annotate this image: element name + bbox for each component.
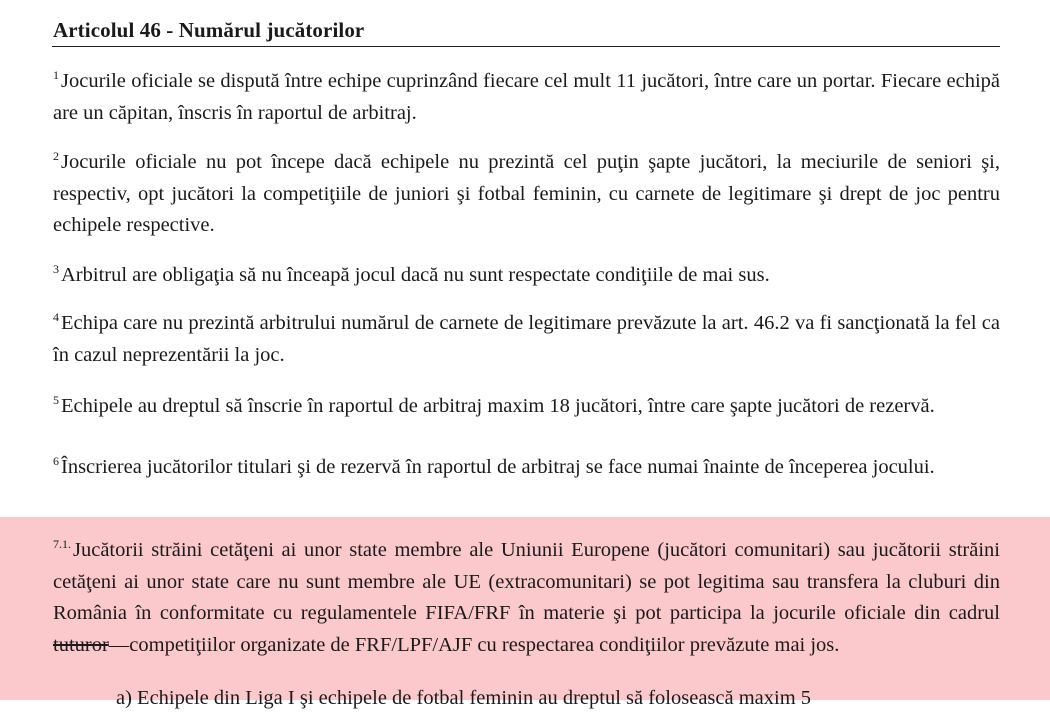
paragraph-7-1: $^{7.1.}$Jucătorii străini cetăţeni ai unor state membre ale Uniunii Europene (jucători comunitari) sau jucătorii străini cetăţeni ai unor state care nu sunt membre ale UE (extracomunitari) se pot legitima sau transfera la cluburi din România în conformitate cu regulamentele FIFA/FRF în materie şi pot participa la jocurile oficiale din cadrul tuturor—competiţiilor organizate de FRF/LPF/AJF cu respectarea condiţiilor prevăzute mai jos. — [53, 537, 1000, 656]
paragraph-1 — [53, 66, 1000, 129]
paragraph-number: 7.1. — [53, 537, 71, 551]
paragraph-number: 4 — [53, 310, 59, 324]
paragraph-number: 6 — [53, 454, 59, 468]
paragraph-text-continued: competiţiilor organizate de FRF/LPF/AJF cu respectarea condiţiilor prevăzute mai jos. — [129, 633, 840, 656]
paragraph-number: 1 — [53, 68, 59, 82]
paragraph-text: Echipele au dreptul să înscrie în raportul de arbitraj maxim 18 jucători, între care şapte jucători de rezervă. — [61, 395, 935, 417]
paragraph-number: 5 — [53, 393, 59, 407]
title-underline — [52, 46, 1000, 47]
paragraph-4 — [53, 308, 1000, 371]
paragraph-6 — [53, 452, 1000, 484]
struck-word: tuturor — [53, 633, 109, 656]
paragraph-text: Jocurile oficiale nu pot începe dacă echipele nu prezintă cel puţin şapte jucători, la meciurile de seniori şi, respectiv, opt jucători la competiţiile de juniori şi fotbal feminin, cu carnete de legitimare şi drept de joc pentru echipele respective. — [53, 151, 1000, 236]
paragraph-text: Arbitrul are obligaţia să nu înceapă jocul dacă nu sunt respectate condiţiile de mai sus. — [61, 264, 770, 286]
paragraph-number: 2 — [53, 149, 59, 163]
paragraph-text: Înscrierea jucătorilor titulari şi de rezervă în raportul de arbitraj se face numai înainte de începerea jocului. — [61, 456, 935, 478]
paragraph-2 — [53, 147, 1000, 242]
article-title: Articolul 46 - Numărul jucătorilor — [53, 18, 365, 42]
paragraph-text: Jocurile oficiale se dispută între echipe cuprinzând fiecare cel mult 11 jucători, între care un portar. Fiecare echipă are un căpitan, înscris în raportul de arbitraj. — [53, 70, 1000, 124]
paragraph-number: 3 — [53, 262, 59, 276]
paragraph-text: Jucătorii străini cetăţeni ai unor state membre ale Uniunii Europene (jucători comunitari) sau jucătorii străini cetăţeni ai unor state care nu sunt membre ale UE (extracomunitari) se pot legitima sau transfera la cluburi din România în conformitate cu regulamentele FIFA/FRF în materie şi pot participa la jocurile oficiale din cadrul — [53, 539, 1000, 624]
paragraph-3 — [53, 260, 1000, 292]
paragraph-5 — [53, 391, 1000, 423]
paragraph-text: Echipa care nu prezintă arbitrului numărul de carnete de legitimare prevăzute la art. 46.2 va fi sancţionată la fel ca în cazul neprezentării la joc. — [53, 312, 1000, 366]
list-item-a: a) Echipele din Liga I şi echipele de fotbal feminin au dreptul să folosească maxim 5 — [116, 687, 812, 709]
